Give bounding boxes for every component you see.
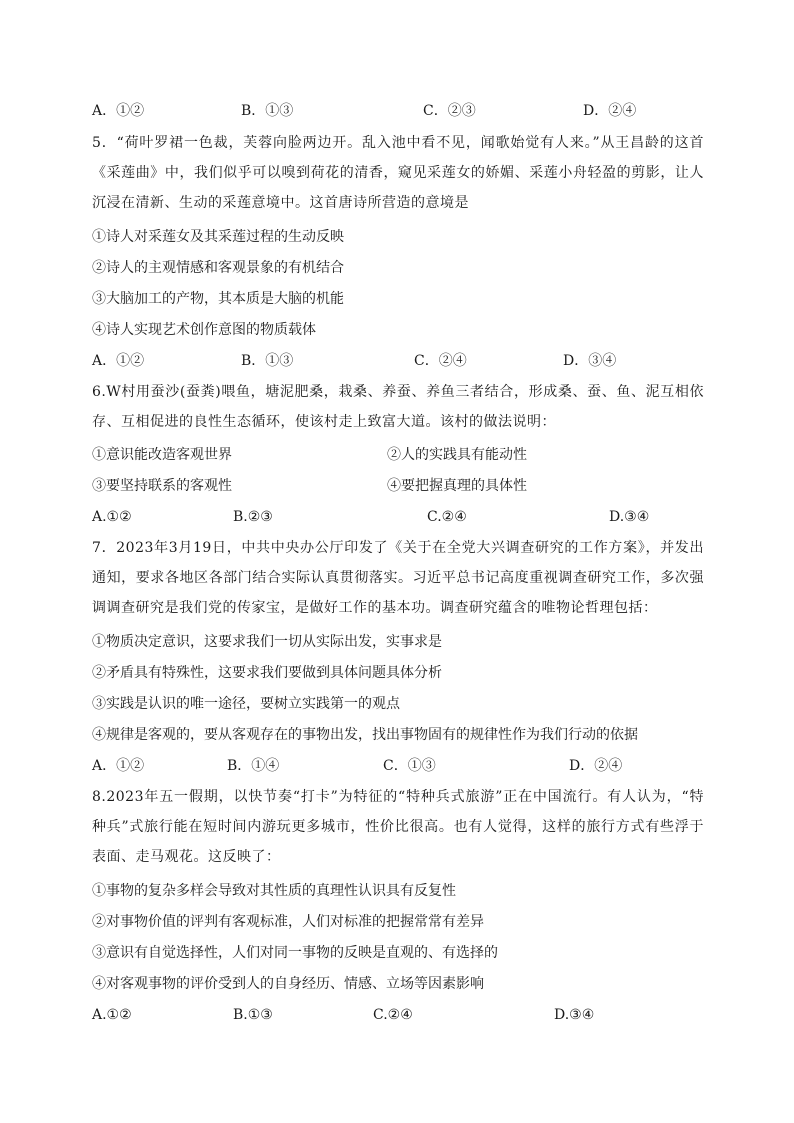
q8-stem: 8.2023年五一假期，以快节奏“打卡”为特征的“特种兵式旅游”正在中国流行。有人认为，“特种兵”式旅行能在短时间内游玩更多城市，性价比很高。也有人觉得，这样的旅行方式有些浮于表面、走马观花。这反映了：	[92, 789, 704, 865]
q8-option-b: B.①③	[233, 1007, 273, 1023]
q8-option-d: D.③④	[554, 1007, 595, 1023]
q4-option-b: B．①③	[241, 103, 294, 119]
q6-item-4: ④要把握真理的具体性	[387, 478, 527, 494]
q4-option-a: A．①②	[92, 103, 145, 119]
q5-item-2: ②诗人的主观情感和客观景象的有机结合	[92, 260, 344, 276]
q5-item-1: ①诗人对采莲女及其采莲过程的生动反映	[92, 229, 344, 245]
q6-option-d: D.③④	[609, 509, 650, 525]
q6-item-3: ③要坚持联系的客观性	[92, 478, 232, 494]
q6-option-a: A.①②	[92, 509, 132, 525]
q5-option-a: A．①②	[92, 353, 145, 369]
q6-item-1: ①意识能改造客观世界	[92, 447, 232, 463]
q8-item-3: ③意识有自觉选择性，人们对同一事物的反映是直观的、有选择的	[92, 945, 498, 961]
q5-option-c: C．②④	[414, 353, 467, 369]
q5-item-4: ④诗人实现艺术创作意图的物质载体	[92, 322, 316, 338]
q6-option-b: B.②③	[233, 509, 273, 525]
q8-item-4: ④对客观事物的评价受到人的自身经历、情感、立场等因素影响	[92, 976, 484, 992]
q7-option-b: B．①④	[227, 758, 280, 774]
q7-option-d: D．②④	[569, 758, 623, 774]
q8-option-a: A.①②	[92, 1007, 132, 1023]
q7-item-2: ②矛盾具有特殊性，这要求我们要做到具体问题具体分析	[92, 665, 442, 681]
q7-stem: 7．2023年3月19日，中共中央办公厅印发了《关于在全党大兴调查研究的工作方案》，并发出通知，要求各地区各部门结合实际认真贯彻落实。习近平总书记高度重视调查研究工作，多次强调调查研究是我们党的传家宝，是做好工作的基本功。调查研究蕴含的唯物论哲理包括：	[92, 540, 704, 616]
q7-option-c: C．①③	[383, 758, 436, 774]
q7-item-4: ④规律是客观的，要从客观存在的事物出发，找出事物固有的规律性作为我们行动的依据	[92, 727, 638, 743]
q8-option-c: C.②④	[373, 1007, 413, 1023]
q6-option-c: C.②④	[427, 509, 467, 525]
q4-option-c: C．②③	[423, 103, 476, 119]
q5-stem: 5．“荷叶罗裙一色裁，芙蓉向脸两边开。乱入池中看不见，闻歌始觉有人来。”从王昌龄的这首《采莲曲》中，我们似乎可以嗅到荷花的清香，窥见采莲女的娇媚、采莲小舟轻盈的剪影，让人沉浸在清新、生动的采莲意境中。这首唐诗所营造的意境是	[92, 135, 704, 211]
q4-option-d: D．②④	[583, 103, 637, 119]
q8-item-2: ②对事物价值的评判有客观标准，人们对标准的把握常常有差异	[92, 914, 484, 930]
q7-item-3: ③实践是认识的唯一途径，要树立实践第一的观点	[92, 696, 400, 712]
q7-option-a: A．①②	[92, 758, 145, 774]
q6-item-2: ②人的实践具有能动性	[387, 447, 527, 463]
q5-option-d: D．③④	[563, 353, 617, 369]
q5-item-3: ③大脑加工的产物，其本质是大脑的机能	[92, 291, 344, 307]
q6-stem: 6.W村用蚕沙(蚕粪)喂鱼，塘泥肥桑，栽桑、养蚕、养鱼三者结合，形成桑、蚕、鱼、泥互相依存、互相促进的良性生态循环，使该村走上致富大道。该村的做法说明：	[92, 384, 704, 430]
q8-item-1: ①事物的复杂多样会导致对其性质的真理性认识具有反复性	[92, 883, 456, 899]
q5-option-b: B．①③	[241, 353, 294, 369]
q7-item-1: ①物质决定意识，这要求我们一切从实际出发，实事求是	[92, 634, 442, 650]
